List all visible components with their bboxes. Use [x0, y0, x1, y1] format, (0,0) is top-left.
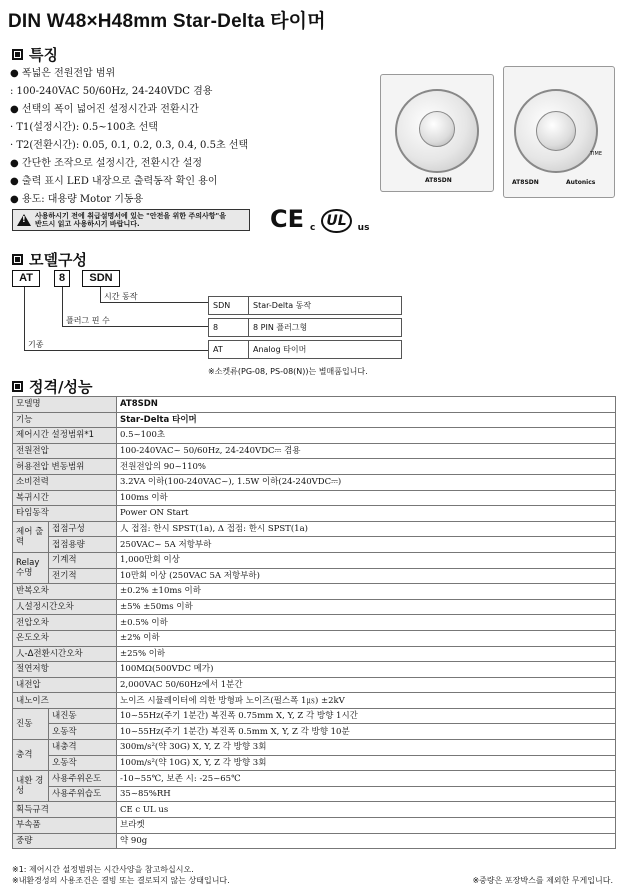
spec-subheader-cell: 오동작: [49, 724, 117, 740]
spec-header-cell: 허용전압 변동범위: [13, 459, 117, 475]
table-row: [13, 646, 616, 662]
spec-value-cell: 100MΩ(500VDC 메가): [117, 662, 616, 678]
spec-value-cell: 0.5~100초: [117, 428, 616, 444]
spec-header-cell: 내노이즈: [13, 693, 117, 709]
spec-value-cell: 250VAC~ 5A 저항부하: [117, 537, 616, 553]
model-heading: [12, 249, 87, 270]
table-row: [13, 677, 616, 693]
footnote: ※내환경성의 사용조건은 결빙 또는 결로되지 않는 상태입니다.: [12, 876, 230, 885]
table-row: [13, 724, 616, 740]
spec-value-cell: 10~55Hz(주기 1분간) 복진폭 0.5mm X, Y, Z 각 방향 10분: [117, 724, 616, 740]
table-row: [13, 833, 616, 849]
features-list: [10, 65, 370, 209]
table-row: [209, 319, 402, 337]
spec-value-cell: Star-Delta 타이머: [117, 412, 616, 428]
product-time-label: TIME: [590, 151, 603, 157]
model-code-box: AT: [12, 270, 40, 287]
spec-heading: [12, 376, 92, 397]
table-row: [13, 818, 616, 834]
table-row: [13, 568, 616, 584]
spec-header-cell: 제어시간 설정범위*1: [13, 428, 117, 444]
spec-header-cell: 절연저항: [13, 662, 117, 678]
model-label-pins: 플러그 핀 수: [66, 316, 110, 325]
model-code-cell: 8: [209, 319, 249, 337]
features-heading: [12, 44, 58, 65]
spec-group-cell: 충격: [13, 740, 49, 771]
feature-item: · T1(설정시간): 0.5~100초 선택: [10, 122, 158, 133]
feature-item: ● 출력 표시 LED 내장으로 출력동작 확인 용이: [10, 176, 218, 187]
model-code-box: SDN: [82, 270, 120, 287]
spec-header-cell: 내전압: [13, 677, 117, 693]
table-row: [13, 552, 616, 568]
table-row: [13, 506, 616, 522]
cert-c-label: c: [310, 223, 316, 233]
table-row: [13, 740, 616, 756]
spec-value-cell: CE c UL us: [117, 802, 616, 818]
spec-subheader-cell: 내진동: [49, 708, 117, 724]
caution-box: [12, 209, 250, 231]
cert-us-label: us: [357, 223, 370, 233]
model-desc-cell: Analog 타이머: [249, 341, 402, 359]
spec-subheader-cell: 기계적: [49, 552, 117, 568]
table-row: [13, 459, 616, 475]
spec-value-cell: 35~85%RH: [117, 786, 616, 802]
table-row: [13, 802, 616, 818]
spec-header-cell: 人설정시간오차: [13, 599, 117, 615]
spec-value-cell: 100ms 이하: [117, 490, 616, 506]
model-heading-label: 모델구성: [29, 251, 87, 269]
spec-header-cell: 타임동작: [13, 506, 117, 522]
spec-value-cell: 1,000만회 이상: [117, 552, 616, 568]
ce-mark-icon: CE: [270, 205, 305, 233]
table-row: [13, 397, 616, 413]
spec-subheader-cell: 내충격: [49, 740, 117, 756]
spec-value-cell: 3.2VA 이하(100-240VAC~), 1.5W 이하(24-240VDC⎓): [117, 474, 616, 490]
spec-header-cell: 중량: [13, 833, 117, 849]
table-row: [13, 584, 616, 600]
table-row: [13, 786, 616, 802]
spec-group-cell: 내환 경성: [13, 771, 49, 802]
spec-heading-label: 정격/성능: [29, 378, 93, 396]
spec-value-cell: 약 90g: [117, 833, 616, 849]
table-row: [13, 474, 616, 490]
spec-value-cell: 2,000VAC 50/60Hz에서 1분간: [117, 677, 616, 693]
model-code-box: 8: [54, 270, 70, 287]
spec-value-cell: AT8SDN: [117, 397, 616, 413]
spec-subheader-cell: 접점용량: [49, 537, 117, 553]
square-bullet-icon: [12, 381, 23, 392]
model-note: ※소켓류(PG-08, PS-08(N))는 별매품입니다.: [208, 367, 368, 376]
spec-value-cell: ±2% 이하: [117, 630, 616, 646]
spec-value-cell: ±5% ±50ms 이하: [117, 599, 616, 615]
product-model-label: AT8SDN: [512, 179, 539, 186]
timer-knob-icon: [536, 111, 576, 151]
spec-subheader-cell: 사용주위온도: [49, 771, 117, 787]
spec-header-cell: 복귀시간: [13, 490, 117, 506]
model-label-time-action: 시간 동작: [104, 292, 138, 301]
feature-item: ● 간단한 조작으로 설정시간, 전환시간 설정: [10, 158, 203, 169]
spec-value-cell: ±0.5% 이하: [117, 615, 616, 631]
table-row: [209, 341, 402, 359]
brand-logo: Autonics: [566, 179, 596, 186]
spec-value-cell: 100-240VAC~ 50/60Hz, 24-240VDC⎓ 겸용: [117, 443, 616, 459]
product-image-front-left: [380, 74, 494, 192]
feature-item: ● 용도: 대용량 Motor 기동용: [10, 194, 144, 205]
features-heading-label: 특징: [29, 46, 58, 64]
spec-subheader-cell: 오동작: [49, 755, 117, 771]
table-row: [13, 521, 616, 537]
caution-line: 반드시 읽고 사용하시기 바랍니다.: [35, 220, 140, 228]
table-row: [13, 755, 616, 771]
spec-subheader-cell: 사용주위습도: [49, 786, 117, 802]
table-row: [13, 693, 616, 709]
spec-value-cell: Power ON Start: [117, 506, 616, 522]
spec-header-cell: 부속품: [13, 818, 117, 834]
footnote: ※1: 제어시간 설정범위는 시간사양을 참고하십시오.: [12, 865, 194, 874]
model-table: [208, 296, 402, 359]
table-row: [13, 412, 616, 428]
table-row: [13, 599, 616, 615]
spec-value-cell: 人 접점: 한시 SPST(1a), Δ 접점: 한시 SPST(1a): [117, 521, 616, 537]
timer-knob-icon: [419, 111, 455, 147]
table-row: [13, 615, 616, 631]
model-code-cell: AT: [209, 341, 249, 359]
feature-item: ● 폭넓은 전원전압 범위: [10, 68, 116, 79]
spec-header-cell: 전압오차: [13, 615, 117, 631]
spec-header-cell: 소비전력: [13, 474, 117, 490]
spec-header-cell: 온도오차: [13, 630, 117, 646]
spec-header-cell: 모델명: [13, 397, 117, 413]
model-desc-cell: Star-Delta 동작: [249, 297, 402, 315]
footnote-weight: ※중량은 포장박스를 제외한 무게입니다.: [472, 876, 613, 885]
spec-group-cell: Relay 수명: [13, 552, 49, 583]
spec-header-cell: 人-Δ전환시간오차: [13, 646, 117, 662]
model-desc-cell: 8 PIN 플러그형: [249, 319, 402, 337]
table-row: [13, 490, 616, 506]
table-row: [13, 708, 616, 724]
table-row: [13, 662, 616, 678]
spec-subheader-cell: 접점구성: [49, 521, 117, 537]
spec-header-cell: 반복오차: [13, 584, 117, 600]
table-row: [13, 443, 616, 459]
model-label-type: 기종: [28, 340, 44, 349]
spec-value-cell: ±0.2% ±10ms 이하: [117, 584, 616, 600]
spec-value-cell: -10~55℃, 보존 시: -25~65℃: [117, 771, 616, 787]
square-bullet-icon: [12, 49, 23, 60]
table-row: [13, 630, 616, 646]
feature-item: : 100-240VAC 50/60Hz, 24-240VDC 겸용: [10, 86, 213, 97]
table-row: [13, 771, 616, 787]
table-row: [13, 428, 616, 444]
spec-value-cell: 10~55Hz(주기 1분간) 복진폭 0.75mm X, Y, Z 각 방향 1시간: [117, 708, 616, 724]
spec-footnotes: [12, 864, 230, 886]
spec-value-cell: 10만회 이상 (250VAC 5A 저항부하): [117, 568, 616, 584]
spec-table: [12, 396, 616, 849]
feature-item: ● 선택의 폭이 넓어진 설정시간과 전환시간: [10, 104, 199, 115]
spec-value-cell: 300m/s²(약 30G) X, Y, Z 각 방향 3회: [117, 740, 616, 756]
feature-item: · T2(전환시간): 0.05, 0.1, 0.2, 0.3, 0.4, 0.5초 선택: [10, 140, 249, 151]
spec-value-cell: 100m/s²(약 10G) X, Y, Z 각 방향 3회: [117, 755, 616, 771]
product-image-front-right: [503, 66, 615, 198]
certification-marks: [270, 205, 369, 233]
caution-line: 사용하시기 전에 취급설명서에 있는 "안전을 위한 주의사항"을: [35, 212, 226, 220]
spec-header-cell: 전원전압: [13, 443, 117, 459]
spec-value-cell: ±25% 이하: [117, 646, 616, 662]
spec-value-cell: 전원전압의 90~110%: [117, 459, 616, 475]
page-title: DIN W48×H48mm Star-Delta 타이머: [8, 11, 326, 32]
ul-mark-icon: UL: [321, 209, 351, 233]
spec-header-cell: 획득규격: [13, 802, 117, 818]
square-bullet-icon: [12, 254, 23, 265]
spec-group-cell: 진동: [13, 708, 49, 739]
warning-icon: !: [17, 214, 31, 226]
spec-group-cell: 제어 출력: [13, 521, 49, 552]
model-code-cell: SDN: [209, 297, 249, 315]
table-row: [209, 297, 402, 315]
table-row: [13, 537, 616, 553]
spec-header-cell: 기능: [13, 412, 117, 428]
spec-subheader-cell: 전기적: [49, 568, 117, 584]
spec-value-cell: 노이즈 시뮬레이터에 의한 방형파 노이즈(펄스폭 1㎲) ±2kV: [117, 693, 616, 709]
product-model-label: AT8SDN: [425, 177, 452, 184]
spec-value-cell: 브라켓: [117, 818, 616, 834]
